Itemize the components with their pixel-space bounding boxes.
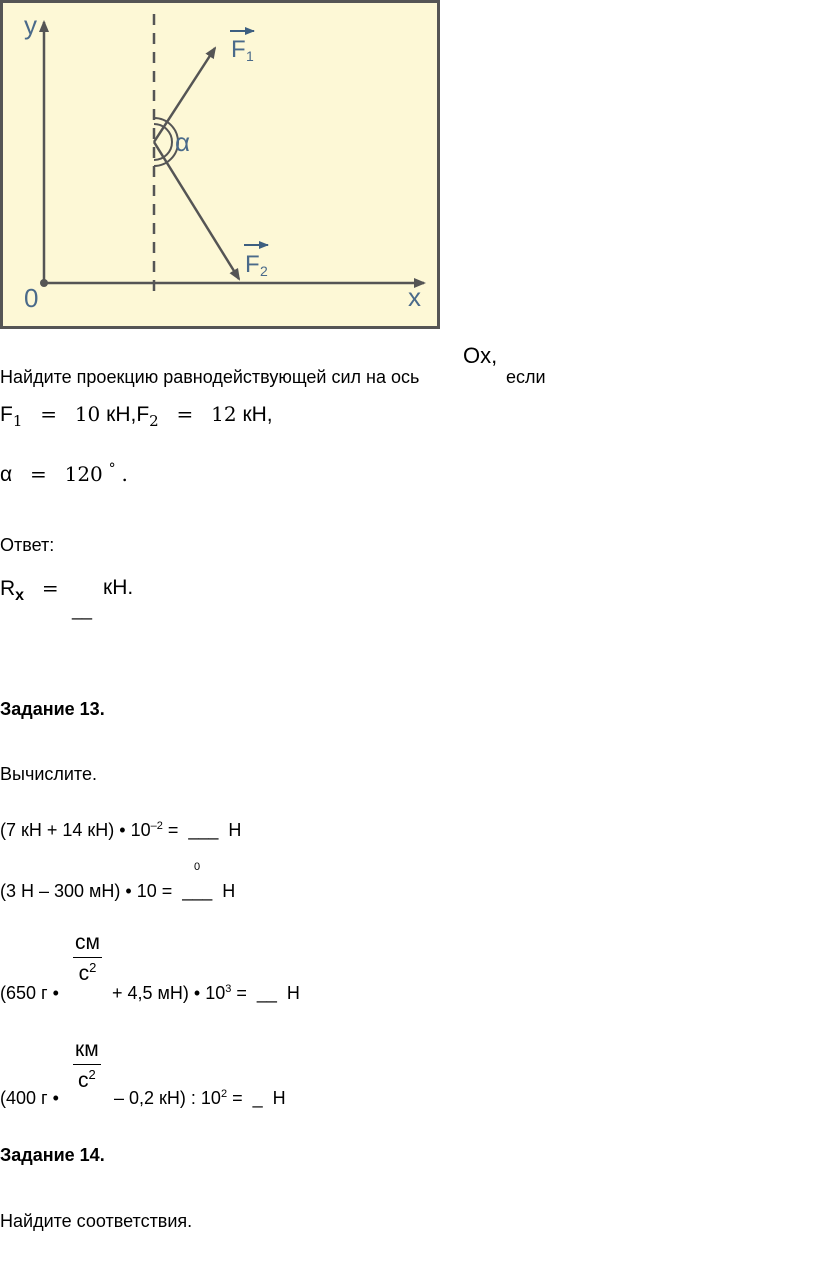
alpha-degree: °	[108, 461, 116, 477]
calc-line-4-exponent: 2	[220, 1088, 228, 1100]
answer-blank[interactable]: __	[72, 600, 93, 620]
force-diagram	[0, 0, 442, 330]
axis-label: Ox,	[463, 343, 498, 368]
angle-label: α	[175, 127, 191, 157]
fraction-denominator: $с^2$	[77, 1067, 96, 1092]
origin-point	[40, 279, 48, 287]
task13-title: Задание 13.	[0, 699, 105, 719]
calc-line-1-result: = ___ Н	[162, 820, 242, 840]
origin-label: 0	[24, 283, 39, 313]
question-suffix: если	[506, 367, 546, 387]
forces-formula	[0, 402, 273, 430]
answer-index: x	[15, 587, 25, 604]
fraction-denominator: $с^2$	[78, 960, 97, 985]
fraction-numerator: км	[75, 1038, 99, 1061]
f1-index: 1	[12, 412, 23, 430]
task13-instruction: Вычислите.	[0, 764, 97, 784]
fraction-numerator: см	[75, 931, 100, 954]
f2-index: 2	[149, 412, 159, 430]
force2-label: F	[245, 251, 260, 278]
calc-line-4-rest	[114, 1088, 286, 1109]
calc-line-2: (3 Н – 300 мН) • 10 = ___ Н	[0, 881, 236, 901]
alpha-period: .	[121, 462, 128, 486]
calc-line-1	[0, 820, 241, 841]
alpha-formula	[0, 461, 128, 487]
calc-line-1-expr: (7 кН + 14 кН) • 10	[0, 820, 151, 840]
force2-index: 2	[260, 263, 268, 279]
answer-label: Ответ:	[0, 535, 55, 555]
question-prefix: Найдите проекцию равнодействующей сил на ось	[0, 367, 420, 387]
calc-line-3-rest	[112, 983, 300, 1004]
y-axis-label: y	[24, 10, 37, 40]
answer-equals: =	[41, 576, 59, 600]
f1-value: 10	[74, 402, 101, 426]
calc-line-4-result: = _ Н	[227, 1088, 286, 1108]
fraction-km-s2	[73, 1038, 101, 1093]
task14-instruction: Найдите соответствия.	[0, 1211, 193, 1231]
calc-line-4-expr: – 0,2 кН) : 10	[114, 1088, 221, 1108]
calc-line-3-expr: + 4,5 мН) • 10	[112, 983, 226, 1003]
calc-line-4-start: (400 г •	[0, 1088, 59, 1108]
f2-unit: кН,	[242, 403, 273, 426]
f1-unit: кН,	[106, 403, 137, 426]
calc-line-1-exponent: –2	[150, 820, 163, 832]
calc-line-3-exponent: 3	[225, 983, 232, 995]
answer-symbol: R	[0, 577, 16, 600]
fraction-cm-s2	[73, 931, 102, 986]
alpha-symbol: α	[0, 463, 13, 486]
alpha-value: 120	[64, 462, 103, 486]
x-axis-label: x	[408, 282, 421, 312]
calc-line-2-exponent: 0	[194, 861, 201, 873]
question-text	[0, 367, 419, 388]
force1-index: 1	[246, 48, 254, 64]
f2-value: 12	[211, 402, 237, 426]
force1-label: F	[231, 36, 246, 63]
answer-formula	[0, 576, 71, 605]
f1-symbol: F	[0, 403, 13, 426]
task14-title: Задание 14.	[0, 1145, 105, 1165]
f1-equals: =	[40, 402, 57, 426]
calc-line-3-result: = __ Н	[231, 983, 300, 1003]
alpha-equals: =	[29, 462, 47, 486]
f2-symbol: F	[136, 403, 150, 426]
f2-equals: =	[176, 402, 194, 426]
answer-unit: кН.	[103, 576, 134, 599]
figure-frame	[2, 2, 439, 328]
calc-line-3-start: (650 г •	[0, 983, 59, 1003]
